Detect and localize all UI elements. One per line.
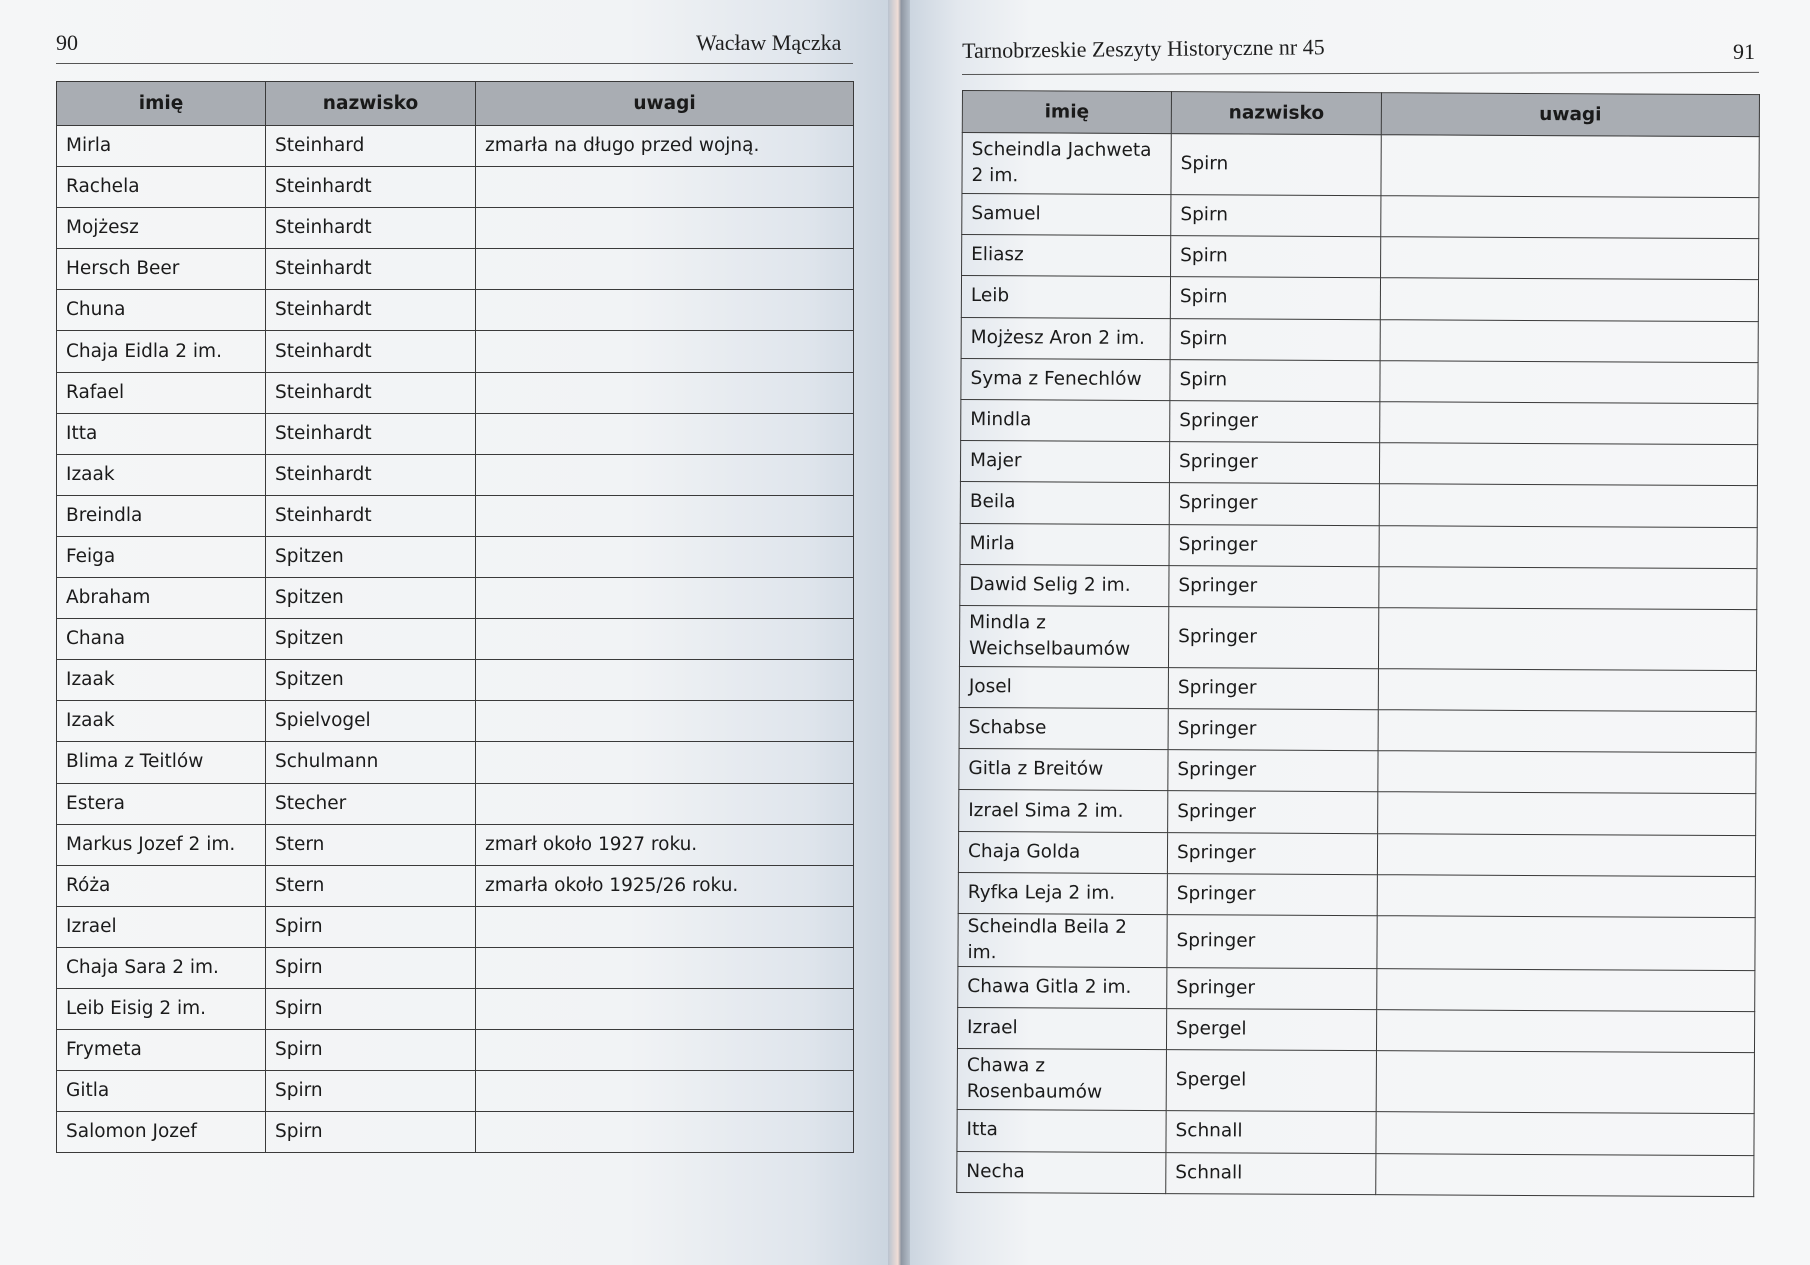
surname-cell: Springer <box>1167 873 1377 915</box>
first-name-cell: Izrael <box>57 906 266 947</box>
first-name-cell: Chaja Sara 2 im. <box>57 947 266 988</box>
remarks-cell <box>1378 751 1756 794</box>
table-row <box>959 708 1756 753</box>
right-names-table <box>956 90 1760 1197</box>
first-name-cell: Dawid Selig 2 im. <box>960 564 1169 606</box>
remarks-cell: zmarła na długo przed wojną. <box>476 126 854 167</box>
table-row <box>57 372 854 413</box>
remarks-cell <box>1376 1051 1754 1114</box>
table-row <box>57 495 854 536</box>
first-name-cell: Gitla <box>57 1071 266 1112</box>
table-row <box>962 133 1759 198</box>
surname-cell: Schnall <box>1166 1111 1376 1153</box>
first-name-cell: Markus Jozef 2 im. <box>57 824 266 865</box>
first-name-cell: Róża <box>57 865 266 906</box>
table-row <box>958 913 1755 970</box>
table-row <box>959 749 1756 794</box>
surname-cell: Steinhardt <box>266 372 476 413</box>
surname-cell: Springer <box>1169 565 1379 607</box>
table-row <box>57 783 854 824</box>
table-row <box>959 605 1756 670</box>
first-name-cell: Izrael Sima 2 im. <box>959 790 1168 832</box>
left-header-rule <box>56 63 853 64</box>
table-row <box>57 947 854 988</box>
table-row <box>959 666 1756 711</box>
table-row <box>960 564 1757 609</box>
remarks-cell <box>1377 916 1755 971</box>
remarks-cell <box>1381 135 1759 198</box>
surname-cell: Steinhardt <box>266 249 476 290</box>
remarks-cell <box>476 495 854 536</box>
remarks-cell <box>1380 402 1758 445</box>
column-header-surname: nazwisko <box>1171 92 1381 135</box>
table-row <box>57 290 854 331</box>
table-row <box>57 249 854 290</box>
first-name-cell: Izrael <box>957 1008 1166 1050</box>
remarks-cell <box>476 454 854 495</box>
first-name-cell: Feiga <box>57 536 266 577</box>
table-row <box>957 1151 1754 1196</box>
left-names-table <box>56 81 854 1153</box>
remarks-cell: zmarł około 1927 roku. <box>476 824 854 865</box>
remarks-cell <box>1379 484 1757 527</box>
surname-cell: Springer <box>1168 750 1378 792</box>
remarks-cell <box>1376 1153 1754 1196</box>
remarks-cell <box>476 947 854 988</box>
table-row <box>958 872 1755 917</box>
right-page-journal: Tarnobrzeskie Zeszyty Historyczne nr 45 <box>962 34 1325 63</box>
table-row <box>958 831 1755 876</box>
table-row <box>57 578 854 619</box>
first-name-cell: Estera <box>57 783 266 824</box>
right-page-number: 91 <box>1733 39 1755 64</box>
table-row <box>57 742 854 783</box>
surname-cell: Springer <box>1169 524 1379 566</box>
surname-cell: Schnall <box>1166 1152 1376 1194</box>
remarks-cell <box>476 536 854 577</box>
first-name-cell: Mirla <box>57 126 266 167</box>
surname-cell: Springer <box>1170 401 1380 443</box>
remarks-cell <box>476 988 854 1029</box>
left-page-number: 90 <box>56 30 78 55</box>
first-name-cell: Scheindla Jachweta 2 im. <box>962 133 1171 195</box>
table-row <box>962 235 1759 280</box>
first-name-cell: Chaja Eidla 2 im. <box>57 331 266 372</box>
table-row <box>57 1030 854 1071</box>
remarks-cell <box>476 249 854 290</box>
surname-cell: Springer <box>1167 832 1377 874</box>
remarks-cell <box>476 167 854 208</box>
first-name-cell: Majer <box>960 441 1169 483</box>
table-row <box>57 824 854 865</box>
table-row <box>57 619 854 660</box>
first-name-cell: Chana <box>57 619 266 660</box>
first-name-cell: Leib <box>961 276 1170 318</box>
surname-cell: Spirn <box>1171 236 1381 278</box>
surname-cell: Steinhard <box>266 126 476 167</box>
remarks-cell <box>1380 278 1758 321</box>
first-name-cell: Gitla z Breitów <box>959 749 1168 791</box>
remarks-cell <box>1376 1112 1754 1155</box>
remarks-cell: zmarła około 1925/26 roku. <box>476 865 854 906</box>
first-name-cell: Frymeta <box>57 1030 266 1071</box>
surname-cell: Springer <box>1168 606 1378 668</box>
surname-cell: Springer <box>1167 968 1377 1010</box>
table-row <box>57 701 854 742</box>
surname-cell: Spitzen <box>266 536 476 577</box>
table-row <box>961 276 1758 321</box>
surname-cell: Steinhardt <box>266 208 476 249</box>
remarks-cell <box>1379 525 1757 568</box>
first-name-cell: Rafael <box>57 372 266 413</box>
surname-cell: Springer <box>1169 483 1379 525</box>
surname-cell: Steinhardt <box>266 454 476 495</box>
first-name-cell: Blima z Teitlów <box>57 742 266 783</box>
surname-cell: Spirn <box>1171 195 1381 237</box>
left-page-author: Wacław Mączka <box>696 30 842 55</box>
remarks-cell <box>1379 443 1757 486</box>
table-row <box>961 317 1758 362</box>
surname-cell: Spirn <box>1170 359 1380 401</box>
remarks-cell <box>476 578 854 619</box>
table-row <box>960 482 1757 527</box>
table-row <box>958 966 1755 1011</box>
surname-cell: Spergel <box>1166 1009 1376 1051</box>
table-row <box>959 790 1756 835</box>
remarks-cell <box>476 1030 854 1071</box>
remarks-cell <box>476 619 854 660</box>
table-row <box>57 865 854 906</box>
surname-cell: Springer <box>1167 915 1377 969</box>
column-header-first-name: imię <box>962 91 1171 134</box>
remarks-cell <box>476 701 854 742</box>
first-name-cell: Mirla <box>960 523 1169 565</box>
first-name-cell: Itta <box>957 1110 1166 1152</box>
surname-cell: Spirn <box>266 988 476 1029</box>
first-name-cell: Salomon Jozef <box>57 1112 266 1153</box>
table-row <box>57 906 854 947</box>
table-row <box>962 194 1759 239</box>
remarks-cell <box>1377 833 1755 876</box>
first-name-cell: Itta <box>57 413 266 454</box>
table-row <box>960 441 1757 486</box>
table-row <box>960 523 1757 568</box>
surname-cell: Spitzen <box>266 578 476 619</box>
surname-cell: Stecher <box>266 783 476 824</box>
column-header-first-name: imię <box>57 82 266 126</box>
remarks-cell <box>1378 608 1756 671</box>
first-name-cell: Mindla z Weichselbaumów <box>959 605 1168 667</box>
table-row <box>957 1110 1754 1155</box>
remarks-cell <box>1378 792 1756 835</box>
first-name-cell: Mindla <box>961 399 1170 441</box>
table-row <box>57 126 854 167</box>
remarks-cell <box>1380 360 1758 403</box>
surname-cell: Spitzen <box>266 660 476 701</box>
first-name-cell: Mojżesz <box>57 208 266 249</box>
first-name-cell: Hersch Beer <box>57 249 266 290</box>
remarks-cell <box>476 413 854 454</box>
table-header-row <box>57 82 854 126</box>
table-row <box>57 208 854 249</box>
first-name-cell: Syma z Fenechlów <box>961 358 1170 400</box>
first-name-cell: Chuna <box>57 290 266 331</box>
remarks-cell <box>476 1112 854 1153</box>
surname-cell: Steinhardt <box>266 290 476 331</box>
table-row <box>57 988 854 1029</box>
table-row <box>57 1071 854 1112</box>
first-name-cell: Leib Eisig 2 im. <box>57 988 266 1029</box>
first-name-cell: Scheindla Beila 2 im. <box>958 913 1167 967</box>
first-name-cell: Josel <box>959 666 1168 708</box>
remarks-cell <box>1381 237 1759 280</box>
remarks-cell <box>476 208 854 249</box>
first-name-cell: Mojżesz Aron 2 im. <box>961 317 1170 359</box>
surname-cell: Spergel <box>1166 1050 1376 1112</box>
surname-cell: Stern <box>266 865 476 906</box>
table-row <box>57 331 854 372</box>
surname-cell: Springer <box>1169 442 1379 484</box>
surname-cell: Spirn <box>266 906 476 947</box>
surname-cell: Spirn <box>1170 318 1380 360</box>
remarks-cell <box>1377 969 1755 1012</box>
remarks-cell <box>476 331 854 372</box>
surname-cell: Spirn <box>266 1030 476 1071</box>
first-name-cell: Necha <box>957 1151 1166 1193</box>
table-header-row <box>962 91 1759 137</box>
column-header-remarks: uwagi <box>1381 93 1759 137</box>
table-row <box>57 413 854 454</box>
table-row <box>57 1112 854 1153</box>
surname-cell: Stern <box>266 824 476 865</box>
remarks-cell <box>1381 196 1759 239</box>
table-row <box>961 358 1758 403</box>
first-name-cell: Schabse <box>959 708 1168 750</box>
surname-cell: Springer <box>1168 791 1378 833</box>
remarks-cell <box>476 906 854 947</box>
first-name-cell: Chaja Golda <box>958 831 1167 873</box>
first-name-cell: Breindla <box>57 495 266 536</box>
surname-cell: Spirn <box>1170 277 1380 319</box>
table-row <box>961 399 1758 444</box>
remarks-cell <box>476 1071 854 1112</box>
first-name-cell: Izaak <box>57 701 266 742</box>
surname-cell: Steinhardt <box>266 413 476 454</box>
first-name-cell: Ryfka Leja 2 im. <box>958 872 1167 914</box>
surname-cell: Springer <box>1168 709 1378 751</box>
remarks-cell <box>1378 710 1756 753</box>
first-name-cell: Izaak <box>57 660 266 701</box>
surname-cell: Springer <box>1168 667 1378 709</box>
surname-cell: Spitzen <box>266 619 476 660</box>
table-row <box>957 1049 1754 1114</box>
column-header-surname: nazwisko <box>266 82 476 126</box>
remarks-cell <box>476 783 854 824</box>
remarks-cell <box>1378 669 1756 712</box>
remarks-cell <box>476 742 854 783</box>
table-row <box>957 1008 1754 1053</box>
surname-cell: Steinhardt <box>266 167 476 208</box>
remarks-cell <box>1376 1010 1754 1053</box>
surname-cell: Spielvogel <box>266 701 476 742</box>
surname-cell: Steinhardt <box>266 331 476 372</box>
surname-cell: Schulmann <box>266 742 476 783</box>
table-row <box>57 536 854 577</box>
first-name-cell: Chawa Gitla 2 im. <box>958 966 1167 1008</box>
surname-cell: Spirn <box>1171 134 1381 196</box>
table-row <box>57 660 854 701</box>
remarks-cell <box>476 290 854 331</box>
table-row <box>57 167 854 208</box>
surname-cell: Steinhardt <box>266 495 476 536</box>
remarks-cell <box>1380 319 1758 362</box>
first-name-cell: Beila <box>960 482 1169 524</box>
first-name-cell: Rachela <box>57 167 266 208</box>
table-row <box>57 454 854 495</box>
column-header-remarks: uwagi <box>476 82 854 126</box>
first-name-cell: Samuel <box>962 194 1171 236</box>
remarks-cell <box>1377 874 1755 917</box>
remarks-cell <box>476 372 854 413</box>
surname-cell: Spirn <box>266 947 476 988</box>
remarks-cell <box>476 660 854 701</box>
book-gutter <box>888 0 910 1265</box>
first-name-cell: Chawa z Rosenbaumów <box>957 1049 1166 1111</box>
remarks-cell <box>1379 566 1757 609</box>
first-name-cell: Abraham <box>57 578 266 619</box>
first-name-cell: Eliasz <box>962 235 1171 277</box>
surname-cell: Spirn <box>266 1112 476 1153</box>
first-name-cell: Izaak <box>57 454 266 495</box>
surname-cell: Spirn <box>266 1071 476 1112</box>
